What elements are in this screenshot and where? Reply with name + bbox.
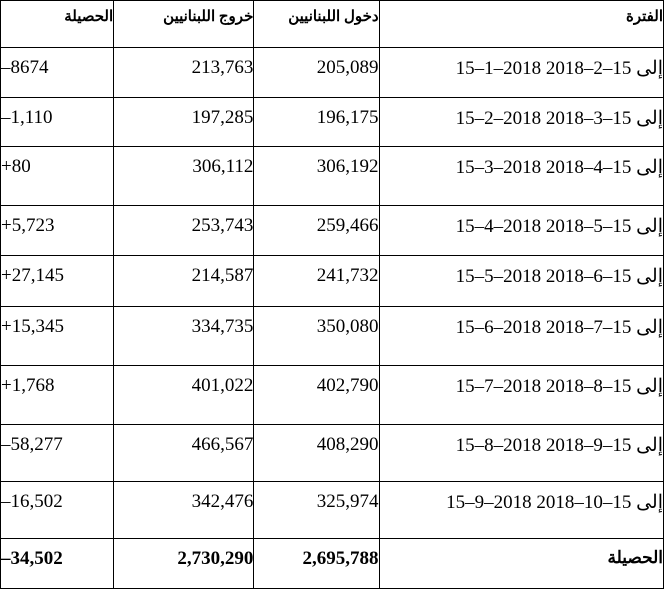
- total-exits: 2,730,290: [114, 539, 254, 589]
- entries-cell: 259,466: [254, 206, 379, 256]
- period-cell: 15–9–2018 إلى 15–10–2018: [379, 482, 663, 539]
- header-entries: دخول اللبنانيين: [254, 1, 379, 48]
- exits-cell: 342,476: [114, 482, 254, 539]
- entries-cell: 196,175: [254, 98, 379, 147]
- net-cell: +15,345: [1, 307, 114, 366]
- net-cell: –16,502: [1, 482, 114, 539]
- header-period: الفترة: [379, 1, 663, 48]
- exits-cell: 253,743: [114, 206, 254, 256]
- total-label: الحصيلة: [379, 539, 663, 589]
- exits-cell: 197,285: [114, 98, 254, 147]
- header-row: [1, 1, 664, 48]
- header-exits: خروج اللبنانيين: [114, 1, 254, 48]
- table-row: [1, 206, 664, 256]
- period-cell: 15–4–2018 إلى 15–5–2018: [379, 206, 663, 256]
- entries-cell: 350,080: [254, 307, 379, 366]
- net-cell: –58,277: [1, 425, 114, 482]
- entries-cell: 325,974: [254, 482, 379, 539]
- period-cell: 15–1–2018 إلى 15–2–2018: [379, 48, 663, 98]
- entries-cell: 408,290: [254, 425, 379, 482]
- total-entries: 2,695,788: [254, 539, 379, 589]
- net-cell: +80: [1, 147, 114, 206]
- table-row: [1, 256, 664, 307]
- entries-cell: 205,089: [254, 48, 379, 98]
- table-row: [1, 98, 664, 147]
- period-cell: 15–7–2018 إلى 15–8–2018: [379, 366, 663, 425]
- period-cell: 15–3–2018 إلى 15–4–2018: [379, 147, 663, 206]
- total-row: [1, 539, 664, 589]
- header-net: الحصيلة: [1, 1, 114, 48]
- table-row: [1, 147, 664, 206]
- net-cell: –8674: [1, 48, 114, 98]
- period-cell: 15–2–2018 إلى 15–3–2018: [379, 98, 663, 147]
- exits-cell: 214,587: [114, 256, 254, 307]
- exits-cell: 401,022: [114, 366, 254, 425]
- entries-cell: 402,790: [254, 366, 379, 425]
- table-row: [1, 307, 664, 366]
- entries-cell: 241,732: [254, 256, 379, 307]
- entries-cell: 306,192: [254, 147, 379, 206]
- period-cell: 15–5–2018 إلى 15–6–2018: [379, 256, 663, 307]
- period-cell: 15–6–2018 إلى 15–7–2018: [379, 307, 663, 366]
- net-cell: +1,768: [1, 366, 114, 425]
- exits-cell: 466,567: [114, 425, 254, 482]
- table-row: [1, 425, 664, 482]
- table-row: [1, 48, 664, 98]
- period-cell: 15–8–2018 إلى 15–9–2018: [379, 425, 663, 482]
- net-cell: +27,145: [1, 256, 114, 307]
- table-row: [1, 482, 664, 539]
- total-net: –34,502: [1, 539, 114, 589]
- exits-cell: 334,735: [114, 307, 254, 366]
- exits-cell: 306,112: [114, 147, 254, 206]
- net-cell: –1,110: [1, 98, 114, 147]
- exits-cell: 213,763: [114, 48, 254, 98]
- net-cell: +5,723: [1, 206, 114, 256]
- table-row: [1, 366, 664, 425]
